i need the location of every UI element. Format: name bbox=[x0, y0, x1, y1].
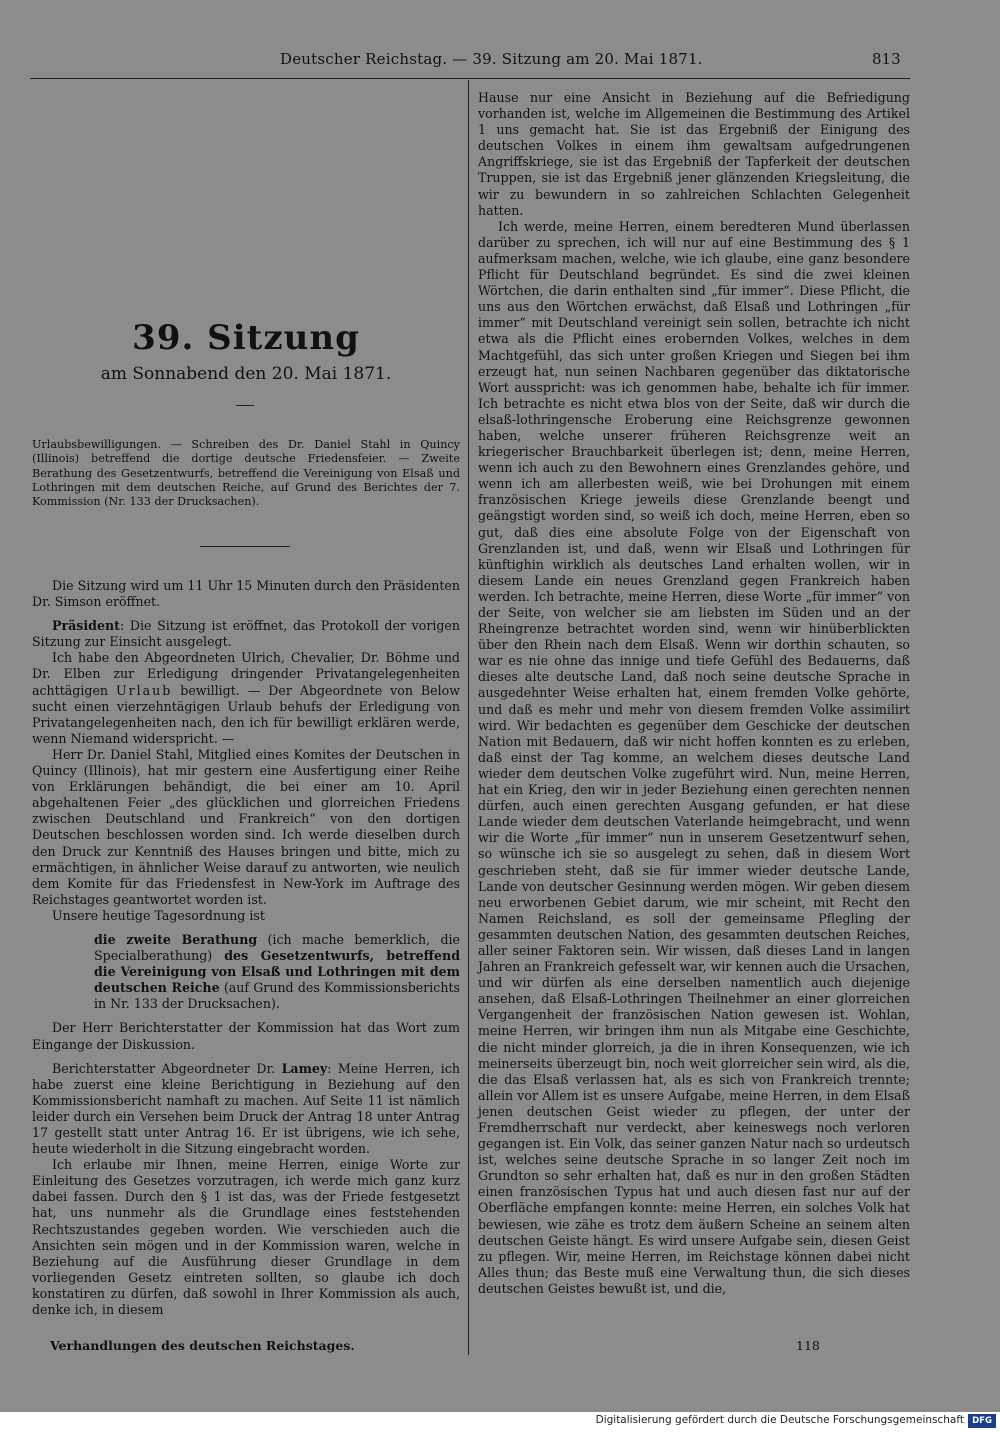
leave-text-1: Ich habe den Abgeordneten Ulrich, Chevalier, Dr. Böhme und Dr. Elben zur Erledigung dringender Privatangelegenheiten achttägigen bbox=[32, 650, 460, 698]
left-column bbox=[32, 578, 460, 1318]
credit-text: Digitalisierung gefördert durch die Deutsche Forschungsgemeinschaft bbox=[595, 1414, 964, 1426]
agenda-rule bbox=[200, 546, 290, 547]
dfg-logo: DFG bbox=[968, 1414, 996, 1428]
right-column bbox=[478, 90, 910, 1297]
lamey-paragraph-2: Ich erlaube mir Ihnen, meine Herren, einige Worte zur Einleitung des Gesetzes vorzutragen, ich werde mich ganz kurz dabei fassen. Durch den § 1 ist das, was der Friede festgesetzt hat, uns nunmehr als die Grundlage eines feststehenden Rechtszustandes gegeben worden. Wie verschieden auch die Ansichten sein mögen und in der Kommission waren, welche in Beziehung auf die Ausführung dieser Grundlage in dem vorliegenden Gesetz eintreten sollten, so glaube ich doch konstatiren zu dürfen, daß sowohl in Ihrer Kommission als auch, denke ich, in diesem bbox=[32, 1157, 460, 1318]
stahl-paragraph: Herr Dr. Daniel Stahl, Mitglied eines Komites der Deutschen in Quincy (Illinois), hat mir gestern eine Ausfertigung einer Reihe von Erklärungen behändigt, die bei einer am 10. April abgehaltenen Feier „des glücklichen und glorreichen Friedens zwischen Deutschland und Frankreich“ von den dortigen Deutschen beschlossen worden sind. Ich werde dieselben durch den Druck zur Kenntniß des Hauses bringen und bitte, mich zu ermächtigen, in ähnlicher Weise darauf zu antworten, wie neulich dem Komite für das Friedensfest in New-York im Auftrage des Reichstages geantwortet worden ist. bbox=[32, 746, 460, 907]
order-bold-2: des Gesetzentwurfs, betreffend die Vereinigung von Elsaß und Lothringen mit dem deutschen Reiche bbox=[94, 948, 460, 996]
president-paragraph bbox=[32, 618, 460, 650]
lamey-label: Berichterstatter Abgeordneter Dr. bbox=[52, 1060, 282, 1076]
leave-paragraph bbox=[32, 650, 460, 747]
agenda-intro: Unsere heutige Tagesordnung ist bbox=[52, 907, 265, 923]
session-title: 39. Sitzung bbox=[132, 318, 360, 358]
column-divider bbox=[468, 80, 469, 1355]
title-rule bbox=[236, 405, 254, 406]
session-date: am Sonnabend den 20. Mai 1871. bbox=[100, 364, 392, 384]
agenda-summary bbox=[32, 438, 460, 509]
opening-paragraph: Die Sitzung wird um 11 Uhr 15 Minuten durch den Präsidenten Dr. Simson eröffnet. bbox=[32, 578, 460, 610]
lamey-text: : Meine Herren, ich habe zuerst eine kleine Berichtigung in Beziehung auf den Kommissionsbericht namhaft zu machen. Auf Seite 11 ist nämlich leider durch ein Versehen beim Druck der Antrag 18 unter Antrag 17 gestellt statt unter Antrag 16. Er ist übrigens, wie ich sehe, heute wiederholt in die Sitzung eingebracht worden. bbox=[32, 1060, 460, 1157]
leave-text-2: bewilligt. — Der Abgeordnete von Below sucht einen vierzehntägigen Urlaub behufs der Erledigung von Privatangelegenheiten nach, den ich für bewilligt erklären werde, wenn Niemand widerspricht. — bbox=[32, 682, 460, 746]
lamey-name: Lamey bbox=[281, 1060, 328, 1076]
lamey-paragraph bbox=[32, 1061, 460, 1158]
agenda-text: Urlaubsbewilligungen. — Schreiben des Dr. Daniel Stahl in Quincy (Illinois) betreffend die dortige deutsche Friedensfeier. — Zweite Berathung des Gesetzentwurfs, betreffend die Vereinigung von Elsaß und Lothringen mit dem deutschen Reiche, auf Grund des Berichtes der 7. Kommission (Nr. 133 der Drucksachen). bbox=[32, 438, 460, 509]
order-plain-2: (auf Grund des Kommissionsberichts in Nr. 133 der Drucksachen). bbox=[94, 980, 460, 1012]
right-paragraph-1: Hause nur eine Ansicht in Beziehung auf die Befriedigung vorhanden ist, welche im Allgemeinen die Bestimmung des Artikel 1 uns gemacht hat. Sie ist das Ergebniß der Einigung des deutschen Volkes in einem ihm gewaltsam aufgedrungenen Angriffskriege, sie ist das Ergebniß der Tapferkeit der deutschen Truppen, sie ist das Ergebniß jener glänzenden Kriegsleitung, die wir zu bewundern in so zahlreichen Schlachten Gelegenheit hatten. bbox=[478, 90, 910, 218]
president-text: : Die Sitzung ist eröffnet, das Protokoll der vorigen Sitzung zur Einsicht ausgelegt. bbox=[32, 618, 460, 650]
order-bold-1: die zweite Berathung bbox=[94, 931, 258, 947]
header-rule bbox=[30, 78, 910, 79]
right-paragraph-2: Ich werde, meine Herren, einem beredteren Mund überlassen darüber zu sprechen, ich will nur auf eine Bestimmung des § 1 aufmerksam machen, welche, wie ich glaube, eine ganz besondere Pflicht für Deutschland begründet. Es sind die zwei kleinen Wörtchen, die darin enthalten sind „für immer“. Diese Pflicht, die uns aus den Wörtchen erwächst, daß Elsaß und Lothringen „für immer“ mit Deutschland vereinigt sein sollen, betrachte ich nicht etwa als die Pflicht eines erobernden Volkes, welches in dem Machtgefühl, das sich unter großen Kriegen und Siegen bei ihm erzeugt hat, nun seinen Nachbaren gegenüber das diktatorische Wort ausspricht: was ich genommen habe, behalte ich für immer. Ich betrachte es nicht etwa blos von der Seite, daß wir durch die elsaß-lothringensche Eroberung eine Reichsgrenze gewonnen haben, welche unserer früheren Reichsgrenze weit an kriegerischer Brauchbarkeit überlegen ist; denn, meine Herren, wenn ich auch zu den Bewohnern eines Grenzlandes gehöre, und wenn ich am allerbesten weiß, wie bei Drohungen mit einem französischen Kriege jeweils diese Grenzlande beengt und geängstigt worden sind, so weiß ich doch, meine Herren, eben so gut, daß dies eine absolute Folge von der Eigenschaft von Grenzlanden ist, und daß, wenn wir Elsaß und Lothringen für künftighin wirklich als deutsches Land erhalten wollen, wir in diesem Lande ein neues Grenzland gegen Frankreich haben werden. Ich betrachte, meine Herren, diese Worte „für immer“ von der Seite, von welcher sie am liebsten im Süden und an der Rheingrenze betrachtet worden sind, wenn wir hinüberblickten über den Rhein nach dem Elsaß. Wenn wir dorthin schauten, so war es nie ohne das innige und tiefe Gefühl des Bedauerns, daß dieses alte deutsche Land, daß noch seine deutsche Sprache in ausgedehnter Weise erhalten hat, einem fremden Volke gehörte, und daß es mehr und mehr von diesem fremden Volke assimilirt wird. Wir bedachten es gegenüber dem Geschicke der deutschen Nation mit Bedauern, daß wir nicht hoffen konnten es zu erleben, daß einst der Tag komme, an welchem dieses deutsche Land wieder dem deutschen Volke zugeführt wird. Nun, meine Herren, hat ein Krieg, den wir in jeder Beziehung einen gerechten nennen dürfen, auch einen gerechten Ausgang gefunden, er hat diese Lande wieder dem deutschen Vaterlande heimgebracht, und wenn wir die Worte „für immer“ nun in unserem Gesetzentwurf sehen, so wünsche ich sie so ausgelegt zu sehen, daß in diesem Wort geschrieben steht, daß sie für immer wieder deutsche Lande, Lande von deutscher Gesinnung werden mögen. Wir geben diesem neu erworbenen Gebiet darum, wie mir scheint, mit Recht den Namen Reichsland, es soll der gemeinsame Pflegling der gesammten deutschen Nation, des gesammten deutschen Reiches, aller seiner Faktoren sein. Wir wissen, daß dieses Land in langen Jahren an Frankreich gefesselt war, wir kennen auch die Ursachen, und wir dürfen als eine derselben namentlich auch diejenige ansehen, daß Elsaß-Lothringen Theilnehmer an einer glorreichen Vergangenheit der französischen Nation gewesen ist. Wohlan, meine Herren, wir bringen ihm nun als Mitgabe eine Geschichte, die nicht minder glorreich, ja die in ihren Konsequenzen, wie ich meinerseits überzeugt bin, noch weit glorreicher sein wird, als die, die das Elsaß verlassen hat, als es sich von Frankreich trennte; allein vor Allem ist es unsere Aufgabe, meine Herren, in dem Elsaß jenen deutschen Geist wieder zu pflegen, der unter der Fremdherrschaft nur verdeckt, aber keineswegs noch verloren gegangen ist. Ein Volk, das seiner ganzen Natur nach so urdeutsch ist, welches seine deutsche Sprache in so langer Zeit noch im Grundton so sehr erhalten hat, daß es nur in den großen Städten einen französischen Typus hat und auch diesen fast nur auf der Oberfläche empfangen konnte: meine Herren, ein solches Volk hat bewiesen, wie zähe es trotz dem äußern Scheine an seinem alten deutschen Geiste hängt. Es wird unsere Aufgabe sein, diesen Geist zu pflegen. Wir, meine Herren, im Reichstage können dabei nicht Alles thun; das Beste muß eine Verwaltung thun, die sich dieses deutschen Geistes bewußt ist, und die, bbox=[478, 218, 910, 1296]
leave-word: Urlaub bbox=[115, 682, 173, 698]
order-plain-1: (ich mache bemerklich, die Specialberathung) bbox=[94, 931, 460, 964]
running-header: Deutscher Reichstag. — 39. Sitzung am 20. Mai 1871. bbox=[280, 50, 703, 68]
president-label: Präsident bbox=[52, 618, 120, 634]
footer-title: Verhandlungen des deutschen Reichstages. bbox=[50, 1338, 355, 1353]
reporter-paragraph: Der Herr Berichterstatter der Kommission hat das Wort zum Eingange der Diskussion. bbox=[32, 1020, 460, 1052]
page-number: 813 bbox=[872, 50, 901, 68]
signature-mark: 118 bbox=[796, 1338, 820, 1353]
order-of-day bbox=[94, 932, 460, 1012]
